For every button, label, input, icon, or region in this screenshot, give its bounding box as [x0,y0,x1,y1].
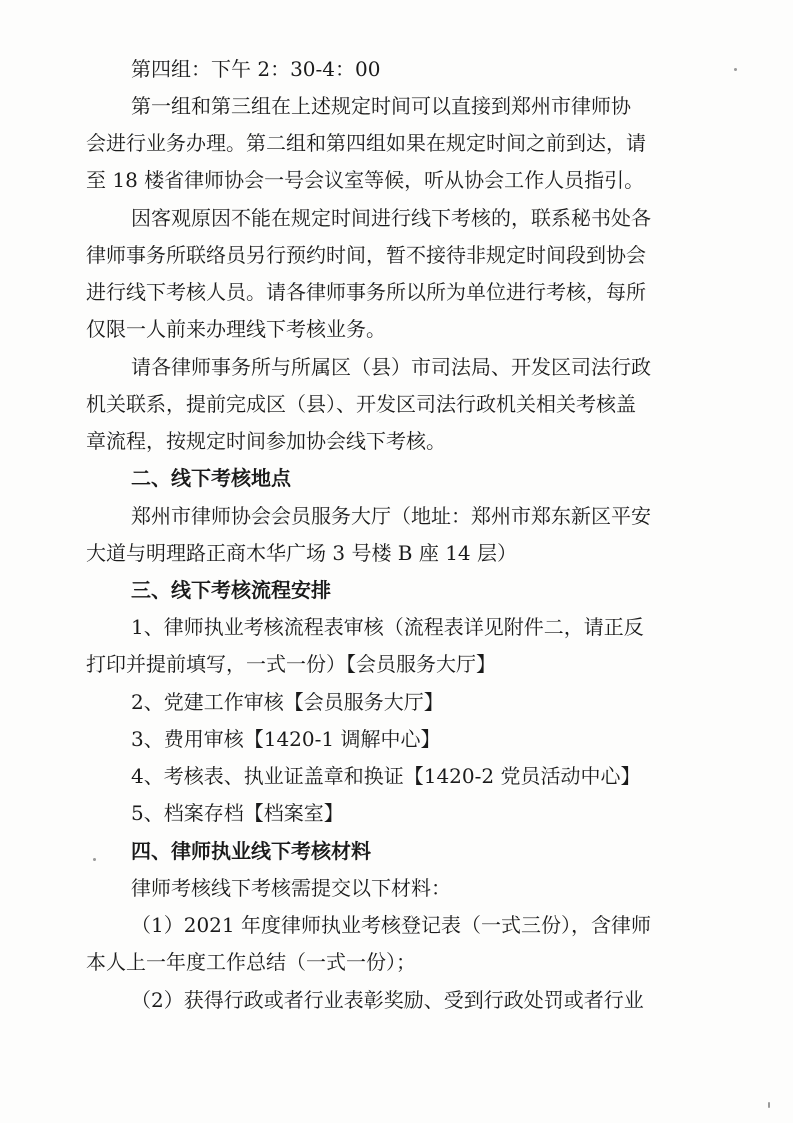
text-line: 机关联系，提前完成区（县）、开发区司法行政机关相关考核盖 [86,392,636,416]
text-line: 第一组和第三组在上述规定时间可以直接到郑州市律师协 [131,94,631,118]
text-line: （1）2021 年度律师执业考核登记表（一式三份），含律师 [131,913,651,937]
text-line: 5、档案存档【档案室】 [131,801,344,825]
text-line: 因客观原因不能在规定时间进行线下考核的，联系秘书处各 [131,206,651,230]
text-line: 打印并提前填写，一式一份）【会员服务大厅】 [86,652,496,676]
text-line: 仅限一人前来办理线下考核业务。 [86,317,386,341]
text-line: 进行线下考核人员。请各律师事务所以所为单位进行考核，每所 [86,280,646,304]
text-line: 郑州市律师协会会员服务大厅（地址：郑州市郑东新区平安 [131,504,651,528]
text-line: 第四组：下午 2：30-4：00 [131,57,381,81]
text-line: 章流程，按规定时间参加协会线下考核。 [86,429,446,453]
text-line: 至 18 楼省律师协会一号会议室等候，听从协会工作人员指引。 [86,168,645,192]
text-line: 律师事务所联络员另行预约时间，暂不接待非规定时间段到协会 [86,243,646,267]
section-heading: 四、律师执业线下考核材料 [131,839,371,863]
text-line: 4、考核表、执业证盖章和换证【1420-2 党员活动中心】 [131,764,641,788]
text-line: （2）获得行政或者行业表彰奖励、受到行政处罚或者行业 [131,988,644,1012]
text-line: 会进行业务办理。第二组和第四组如果在规定时间之前到达，请 [86,131,646,155]
text-line: 大道与明理路正商木华广场 3 号楼 B 座 14 层） [86,541,518,565]
scan-speck [93,858,96,861]
text-line: 本人上一年度工作总结（一式一份）； [86,950,416,974]
text-line: 请各律师事务所与所属区（县）市司法局、开发区司法行政 [131,355,651,379]
text-line: 1、律师执业考核流程表审核（流程表详见附件二，请正反 [131,615,644,639]
section-heading: 三、线下考核流程安排 [131,578,331,602]
text-line: 2、党建工作审核【会员服务大厅】 [131,690,444,714]
text-line: 3、费用审核【1420-1 调解中心】 [131,727,441,751]
text-line: 律师考核线下考核需提交以下材料： [131,876,451,900]
scan-speck [734,68,737,71]
section-heading: 二、线下考核地点 [131,466,291,490]
scan-speck [768,1102,770,1108]
